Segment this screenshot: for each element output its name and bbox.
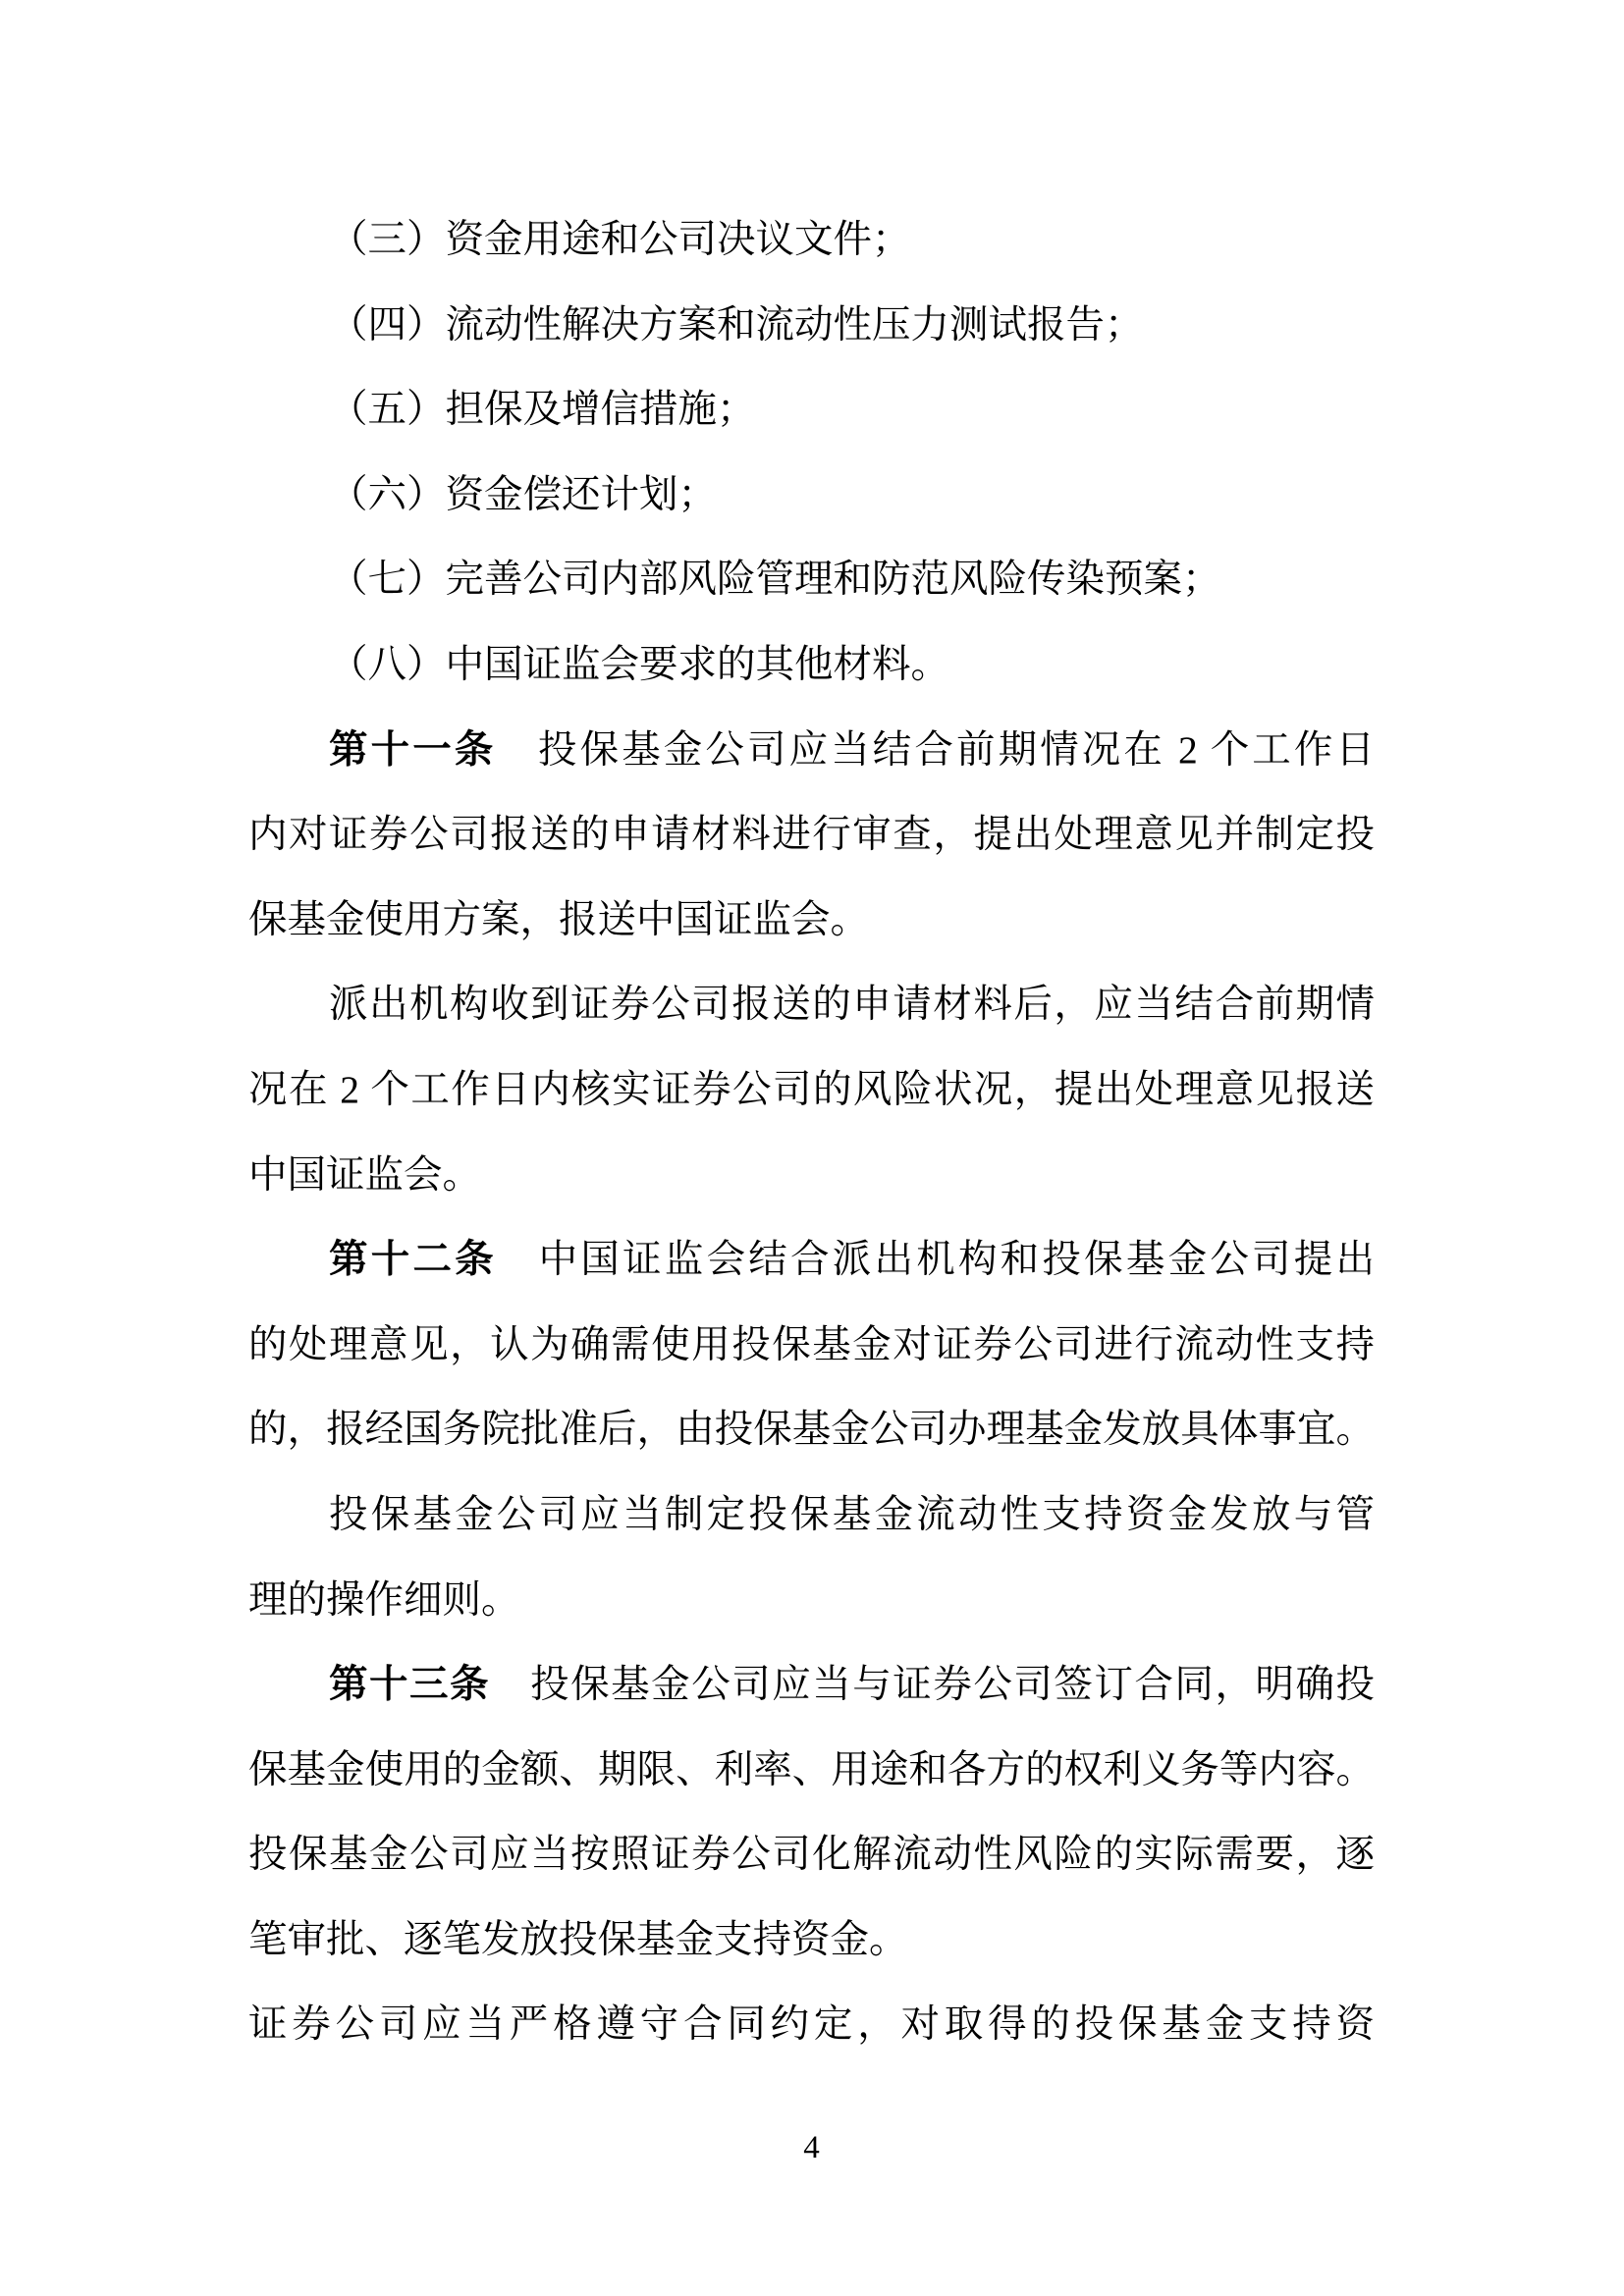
text-segment: 证券公司应当严格遵守合同约定，对取得的投保基金支持资 <box>248 2002 1375 2047</box>
text-segment: 况在 2 个工作日内核实证券公司的风险状况，提出处理意见报送 <box>248 1067 1375 1111</box>
text-segment: （四）流动性解决方案和流动性压力测试报告； <box>329 302 1144 347</box>
text-segment: 保基金使用的金额、期限、利率、用途和各方的权利义务等内容。 <box>248 1747 1375 1791</box>
text-line <box>248 1728 1375 1813</box>
article-heading: 第十三条 <box>329 1663 491 1707</box>
text-line <box>248 1047 1375 1133</box>
text-line <box>248 962 1375 1047</box>
article-heading: 第十二条 <box>329 1238 497 1282</box>
text-line <box>248 708 1375 793</box>
text-line <box>248 878 1375 963</box>
text-segment: （六）资金偿还计划； <box>329 472 717 516</box>
text-line <box>248 537 1375 622</box>
text-segment: （五）担保及增信措施； <box>329 388 756 432</box>
text-line <box>248 197 1375 283</box>
text-segment: （三）资金用途和公司决议文件； <box>329 218 911 261</box>
article-heading: 第十一条 <box>329 727 497 772</box>
text-line <box>248 1642 1375 1728</box>
text-segment: （八）中国证监会要求的其他材料。 <box>329 642 949 686</box>
document-body <box>248 197 1375 2067</box>
text-segment: 投保基金公司应当制定投保基金流动性支持资金发放与管 <box>329 1492 1375 1536</box>
text-line <box>248 453 1375 538</box>
text-line <box>248 1812 1375 1897</box>
text-segment: 中国证监会。 <box>248 1152 481 1197</box>
text-segment: 保基金使用方案，报送中国证监会。 <box>248 897 869 941</box>
text-segment: （七）完善公司内部风险管理和防范风险传染预案； <box>329 558 1221 602</box>
text-line <box>248 1133 1375 1218</box>
text-segment: 投保基金公司应当按照证券公司化解流动性风险的实际需要，逐 <box>248 1833 1375 1877</box>
text-segment: 中国证监会结合派出机构和投保基金公司提出 <box>496 1238 1376 1282</box>
text-line <box>248 1217 1375 1303</box>
text-line <box>248 1387 1375 1472</box>
text-line <box>248 622 1375 708</box>
text-segment: 笔审批、逐笔发放投保基金支持资金。 <box>248 1917 908 1961</box>
text-segment: 投保基金公司应当与证券公司签订合同，明确投 <box>490 1663 1376 1707</box>
text-line <box>248 1897 1375 1983</box>
text-segment: 派出机构收到证券公司报送的申请材料后，应当结合前期情 <box>329 983 1375 1027</box>
text-segment: 理的操作细则。 <box>248 1577 520 1622</box>
text-line <box>248 1982 1375 2067</box>
text-segment: 的处理意见，认为确需使用投保基金对证券公司进行流动性支持 <box>248 1322 1375 1366</box>
page-number: 4 <box>803 2130 820 2165</box>
text-line <box>248 1472 1375 1558</box>
text-segment: 的，报经国务院批准后，由投保基金公司办理基金发放具体事宜。 <box>248 1408 1375 1452</box>
text-line <box>248 1303 1375 1388</box>
text-line <box>248 367 1375 453</box>
text-line <box>248 1558 1375 1643</box>
text-segment: 内对证券公司报送的申请材料进行审查，提出处理意见并制定投 <box>248 813 1375 857</box>
text-line <box>248 792 1375 878</box>
text-segment: 投保基金公司应当结合前期情况在 2 个工作日 <box>496 727 1376 772</box>
text-line <box>248 283 1375 368</box>
